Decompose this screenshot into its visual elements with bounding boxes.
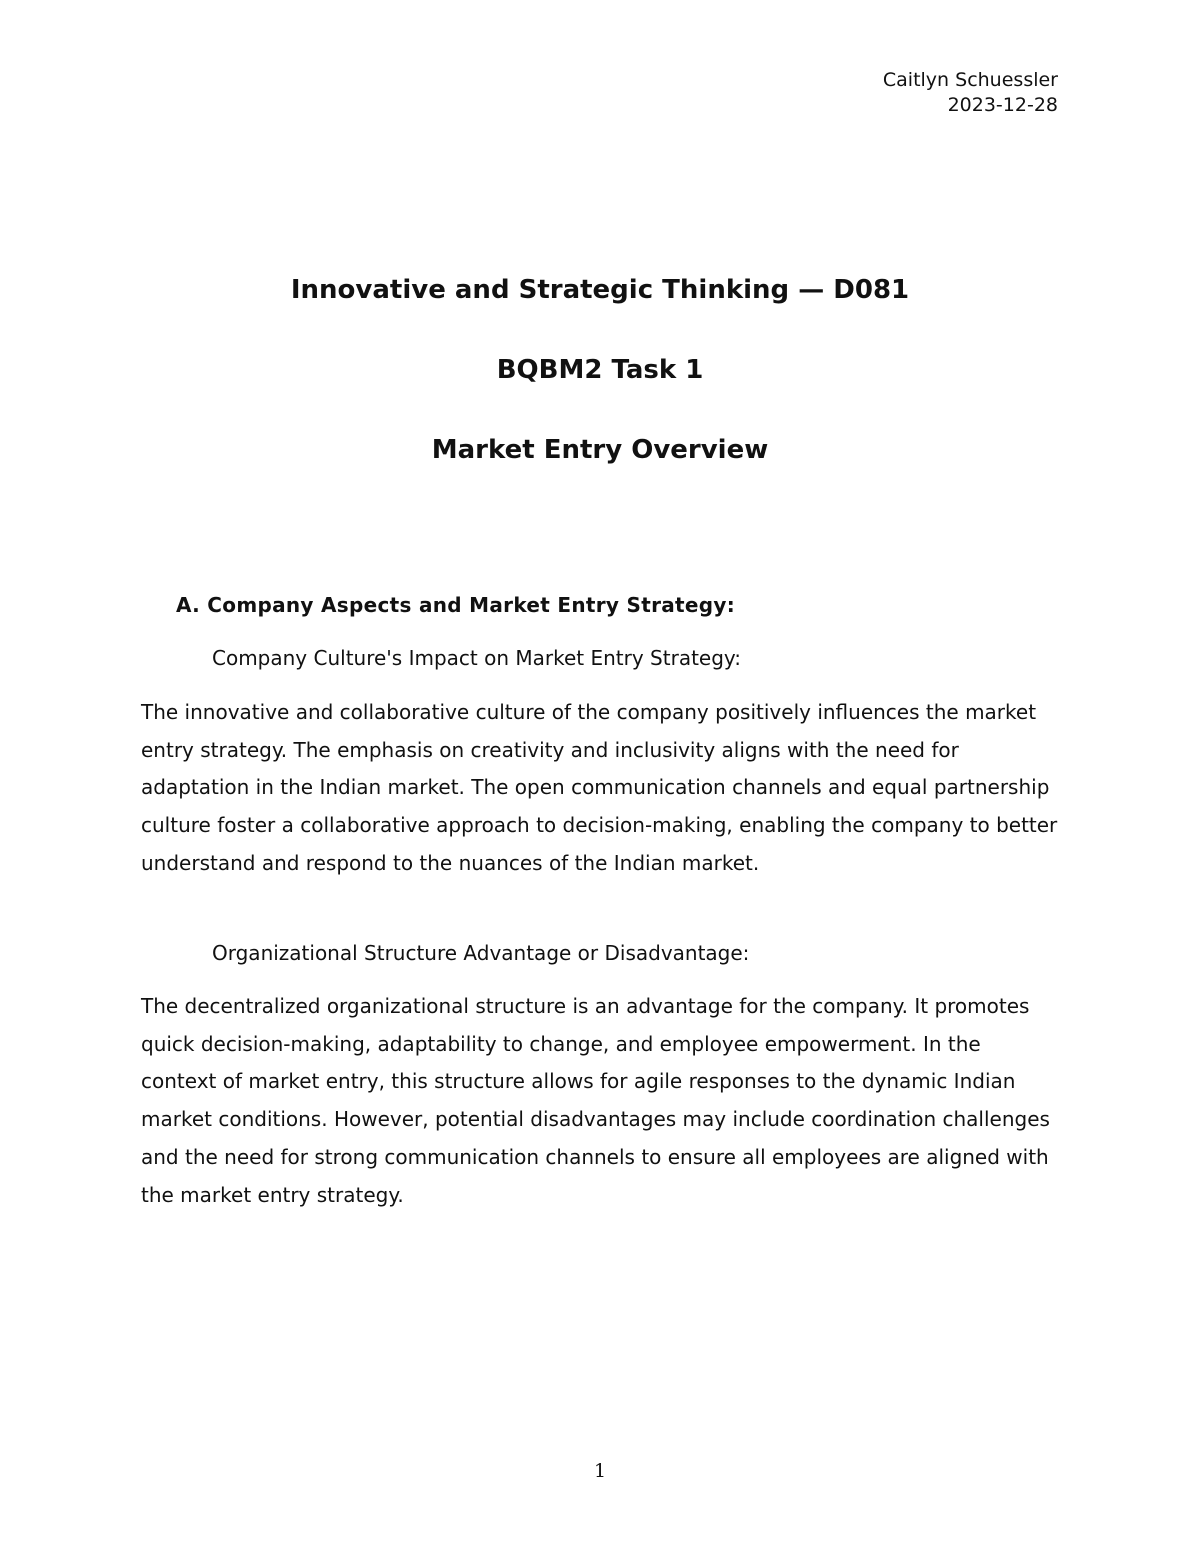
title-block (0, 272, 1200, 468)
course-title: Innovative and Strategic Thinking — D081 (290, 275, 910, 305)
author-name: Caitlyn Schuessler (882, 69, 1058, 91)
section-a-heading: A. Company Aspects and Market Entry Strategy: (176, 593, 736, 617)
structure-subheading: Organizational Structure Advantage or Disadvantage: (212, 941, 750, 965)
structure-paragraph: The decentralized organizational structure is an advantage for the company. It promotes quick decision-making, adaptability to change, and employee empowerment. In the context of market entry, this structure allows for agile responses to the dynamic Indian market conditions. However, potential disadvantages may include coordination challenges and the need for strong communication channels to ensure all employees are aligned with the market entry strategy. (141, 994, 1050, 1207)
page-number: 1 (593, 1460, 607, 1482)
culture-paragraph: The innovative and collaborative culture of the company positively influences the market entry strategy. The emphasis on creativity and inclusivity aligns with the need for adaptation in the Indian market. The open communication channels and equal partnership culture foster a collaborative approach to decision-making, enabling the company to better understand and respond to the nuances of the Indian market. (141, 700, 1058, 875)
document-header (883, 68, 1058, 118)
culture-subheading: Company Culture's Impact on Market Entry Strategy: (212, 646, 742, 670)
document-title: Market Entry Overview (431, 435, 769, 465)
task-title: BQBM2 Task 1 (496, 355, 704, 385)
document-date: 2023-12-28 (947, 94, 1058, 116)
